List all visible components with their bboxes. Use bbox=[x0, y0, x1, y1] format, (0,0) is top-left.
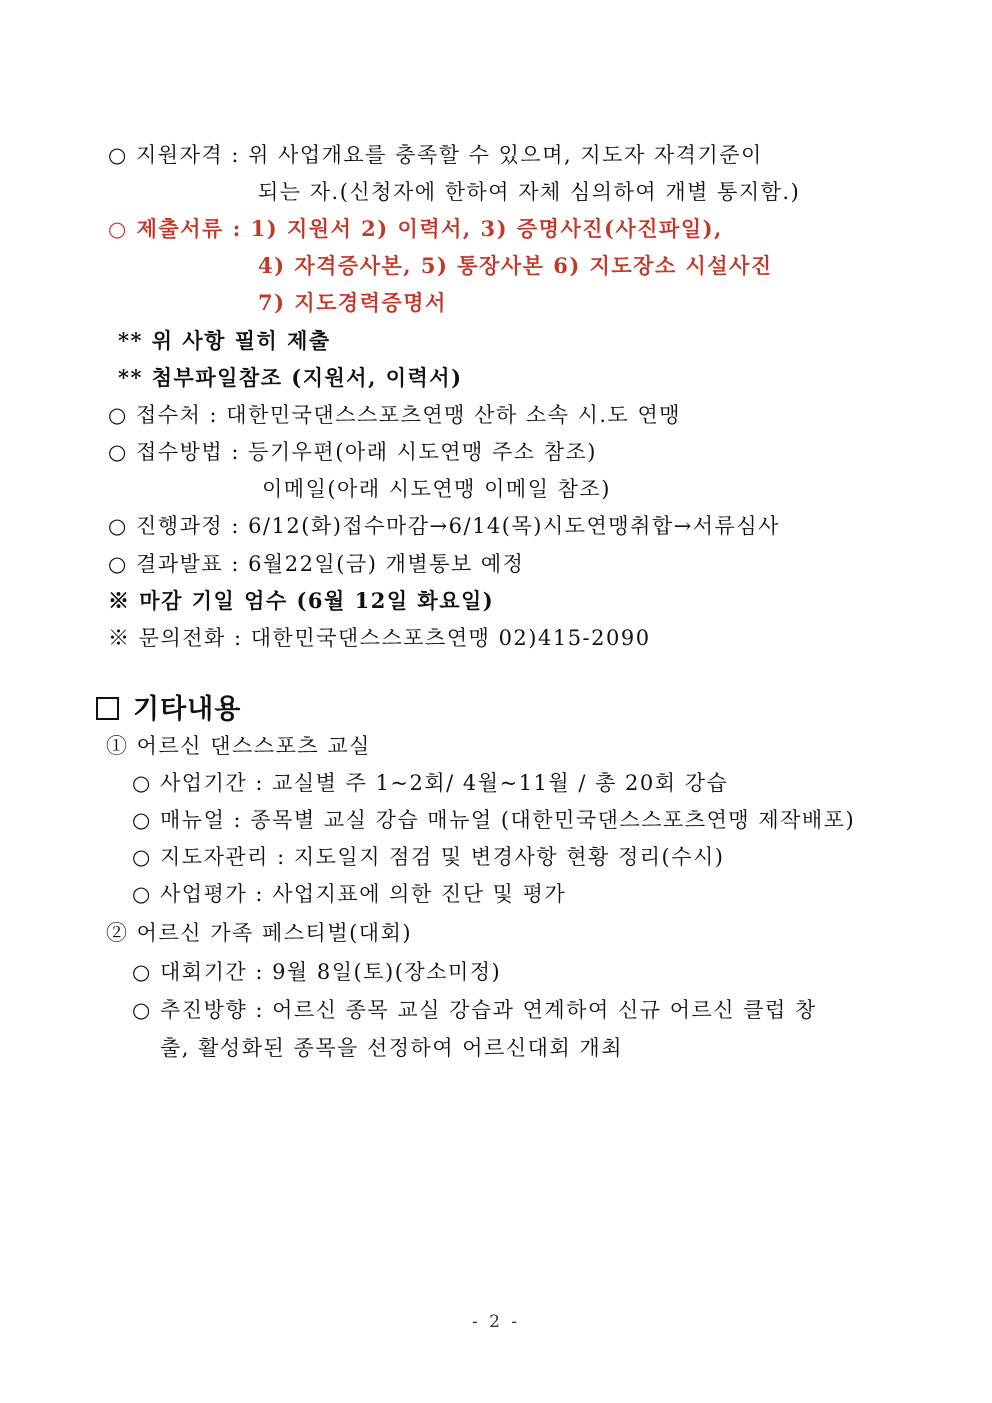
qualification-line: ○ 지원자격 : 위 사업개요를 충족할 수 있으며, 지도자 자격기준이 bbox=[108, 143, 763, 167]
item1-title: ① 어르신 댄스스포츠 교실 bbox=[106, 734, 371, 758]
section-heading bbox=[96, 687, 241, 726]
qualification-cont: 되는 자.(신청자에 한하여 자체 심의하여 개별 통지함.) bbox=[258, 180, 801, 204]
note-2: ** 첨부파일참조 (지원서, 이력서) bbox=[118, 365, 463, 390]
page-number: - 2 - bbox=[471, 1312, 521, 1332]
item1-manual: ○ 매뉴얼 : 종목별 교실 강습 매뉴얼 (대한민국댄스스포츠연맹 제작배포) bbox=[132, 808, 856, 832]
process-line: ○ 진행과정 : 6/12(화)접수마감→6/14(목)시도연맹취합→서류심사 bbox=[108, 514, 780, 538]
note-1: ** 위 사항 필히 제출 bbox=[118, 328, 331, 353]
item1-manage: ○ 지도자관리 : 지도일지 점검 및 변경사항 현황 정리(수시) bbox=[132, 845, 725, 869]
section-heading-text: 기타내용 bbox=[133, 694, 242, 725]
item2-plan-1: ○ 추진방향 : 어르신 종목 교실 강습과 연계하여 신규 어르신 클럽 창 bbox=[132, 998, 817, 1022]
contact-line: ※ 문의전화 : 대한민국댄스스포츠연맹 02)415-2090 bbox=[108, 626, 651, 650]
deadline-line: ※ 마감 기일 엄수 (6월 12일 화요일) bbox=[108, 588, 495, 613]
documents-line-1: ○ 제출서류 : 1) 지원서 2) 이력서, 3) 증명사진(사진파일), bbox=[108, 216, 723, 241]
documents-line-3: 7) 지도경력증명서 bbox=[258, 290, 447, 315]
checkbox-square-icon bbox=[96, 697, 119, 720]
item1-eval: ○ 사업평가 : 사업지표에 의한 진단 및 평가 bbox=[132, 882, 567, 906]
item2-title: ② 어르신 가족 페스티벌(대회) bbox=[106, 921, 413, 945]
item2-plan-2: 출, 활성화된 종목을 선정하여 어르신대회 개최 bbox=[160, 1036, 623, 1060]
reception-place: ○ 접수처 : 대한민국댄스스포츠연맹 산하 소속 시.도 연맹 bbox=[108, 403, 682, 427]
result-line: ○ 결과발표 : 6월22일(금) 개별통보 예정 bbox=[108, 552, 525, 576]
reception-method-2: 이메일(아래 시도연맹 이메일 참조) bbox=[262, 477, 611, 501]
documents-line-2: 4) 자격증사본, 5) 통장사본 6) 지도장소 시설사진 bbox=[258, 253, 773, 278]
item2-period: ○ 대회기간 : 9월 8일(토)(장소미정) bbox=[132, 960, 502, 984]
item1-period: ○ 사업기간 : 교실별 주 1~2회/ 4월~11월 / 총 20회 강습 bbox=[132, 771, 729, 795]
reception-method-1: ○ 접수방법 : 등기우편(아래 시도연맹 주소 참조) bbox=[108, 440, 597, 464]
